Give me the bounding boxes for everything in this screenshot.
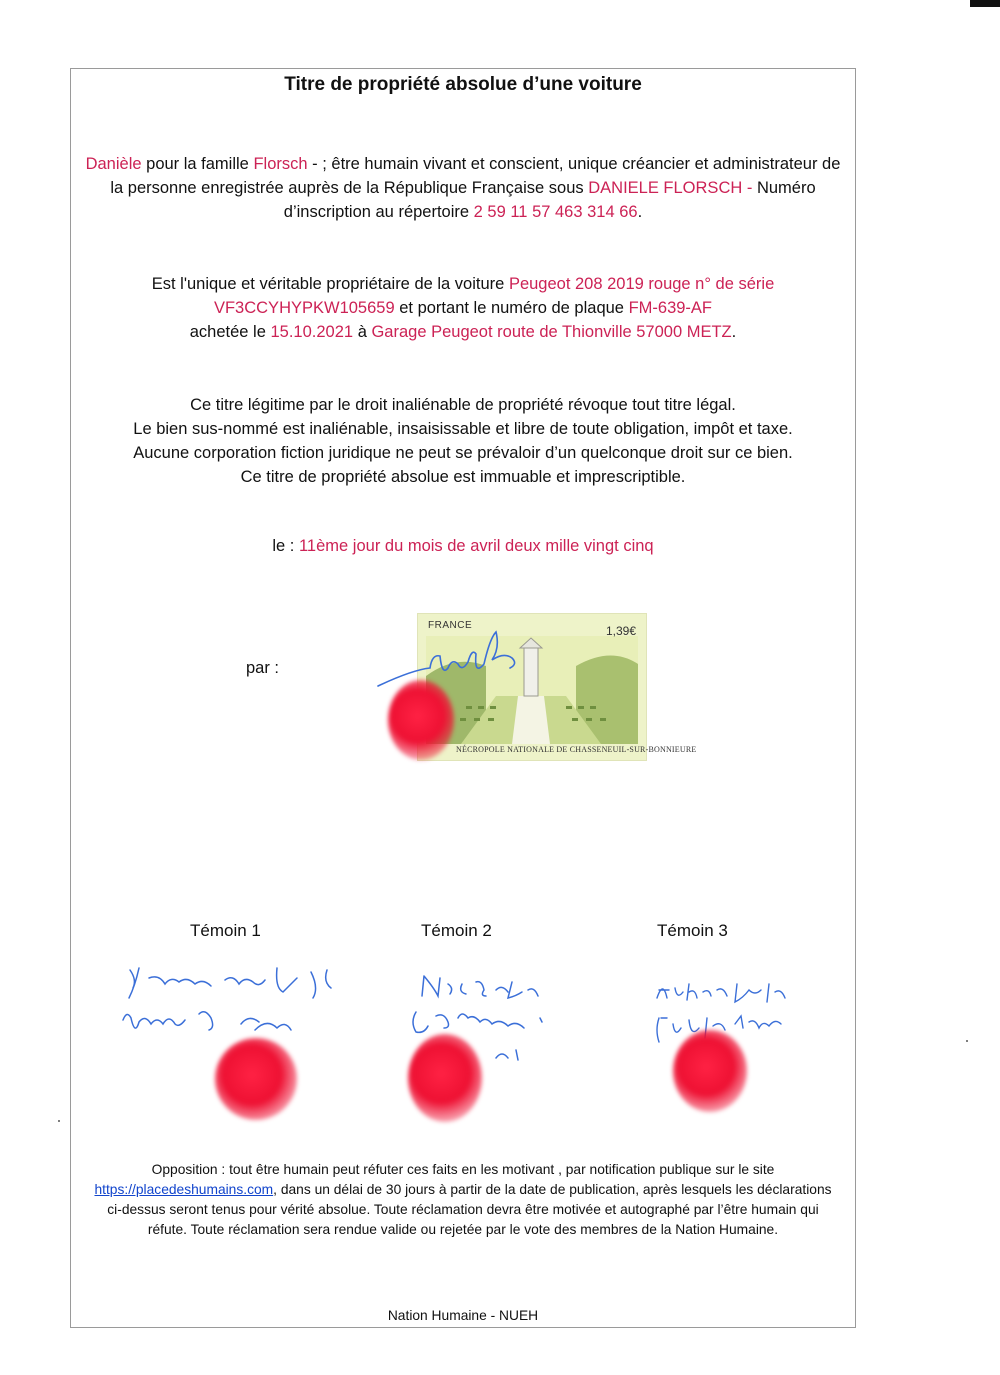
opposition-link[interactable]: https://placedeshumains.com [94,1182,274,1197]
stamp-caption: NÉCROPOLE NATIONALE DE CHASSENEUIL-SUR-BONNIEURE [456,745,697,754]
owner-family-name: Florsch [253,155,308,173]
document-title: Titre de propriété absolue d’une voiture [284,74,642,95]
signed-by-label: par : [246,659,280,677]
footer-organization: Nation Humaine - NUEH [387,1308,539,1323]
vehicle-plate: FM-639-AF [628,299,713,317]
witness-3-label: Témoin 3 [657,921,728,940]
vehicle-text-2: et portant le numéro de plaque [399,299,624,317]
owner-signature [372,618,542,698]
vehicle-description: Peugeot 208 2019 rouge n° de série VF3CCYHYPKW105659 [213,275,775,317]
owner-text-2: - ; être humain vivant et conscient, unique créancier et administrateur de la personne enregistrée auprès de la République Française sous [110,155,841,197]
scan-speck [58,1120,60,1122]
witness-2-seal [408,1034,482,1122]
vehicle-text-1: Est l'unique et véritable propriétaire de la voiture [151,275,505,293]
owner-text-3: Numéro d’inscription au répertoire [283,179,816,221]
date-label: le : [272,537,295,555]
scan-corner-mark [970,0,1000,7]
vehicle-purchase-date: 15.10.2021 [270,323,354,341]
vehicle-seller: Garage Peugeot route de Thionville 57000 METZ [371,323,732,341]
vehicle-text-3: achetée le [189,323,266,341]
stamp-country: FRANCE [428,620,473,631]
declaration-line: Le bien sus-nommé est inaliénable, insaisissable et libre de toute obligation, impôt et taxe. [133,420,793,438]
declaration-line: Ce titre légitime par le droit inaliénable de propriété révoque tout titre légal. [190,396,736,414]
opposition-text-1: Opposition : tout être humain peut réfuter ces faits en les motivant , par notification publique sur le site [151,1162,775,1177]
opposition-text-2: , dans un délai de 30 jours à partir de la date de publication, après lesquels les déclarations ci-dessus seront tenus pour vérité absolue. Toute réclamation devra être motivée et autographé par l’être humain qui réfute. Toute réclamation sera rendue valide ou rejetée par le vote des membres de la Nation Humaine. [107,1182,832,1237]
witness-1-seal [215,1038,297,1120]
owner-text-end: . [637,203,643,221]
stamp-price: 1,39€ [605,624,636,638]
owner-registration-number: 2 59 11 57 463 314 66 [473,203,638,221]
vehicle-text-end: . [731,323,737,341]
witness-3-seal [673,1030,747,1112]
witness-2-label: Témoin 2 [421,921,492,940]
owner-paragraph [80,152,846,224]
vehicle-text-4: à [357,323,367,341]
declaration-line: Aucune corporation fiction juridique ne peut se prévaloir d’un quelconque droit sur ce bien. [133,444,793,462]
declaration-paragraph [80,393,846,489]
owner-registered-name: DANIELE FLORSCH - [588,179,753,197]
opposition-notice [90,1160,836,1240]
date-line [70,537,856,556]
owner-seal [388,680,454,760]
vehicle-paragraph [80,272,846,344]
scan-speck [966,1040,968,1042]
witness-1-label: Témoin 1 [190,921,261,940]
owner-text-1: pour la famille [146,155,249,173]
date-value: 11ème jour du mois de avril deux mille vingt cinq [298,537,654,555]
declaration-line: Ce titre de propriété absolue est immuable et imprescriptible. [240,468,686,486]
owner-first-name: Danièle [85,155,142,173]
